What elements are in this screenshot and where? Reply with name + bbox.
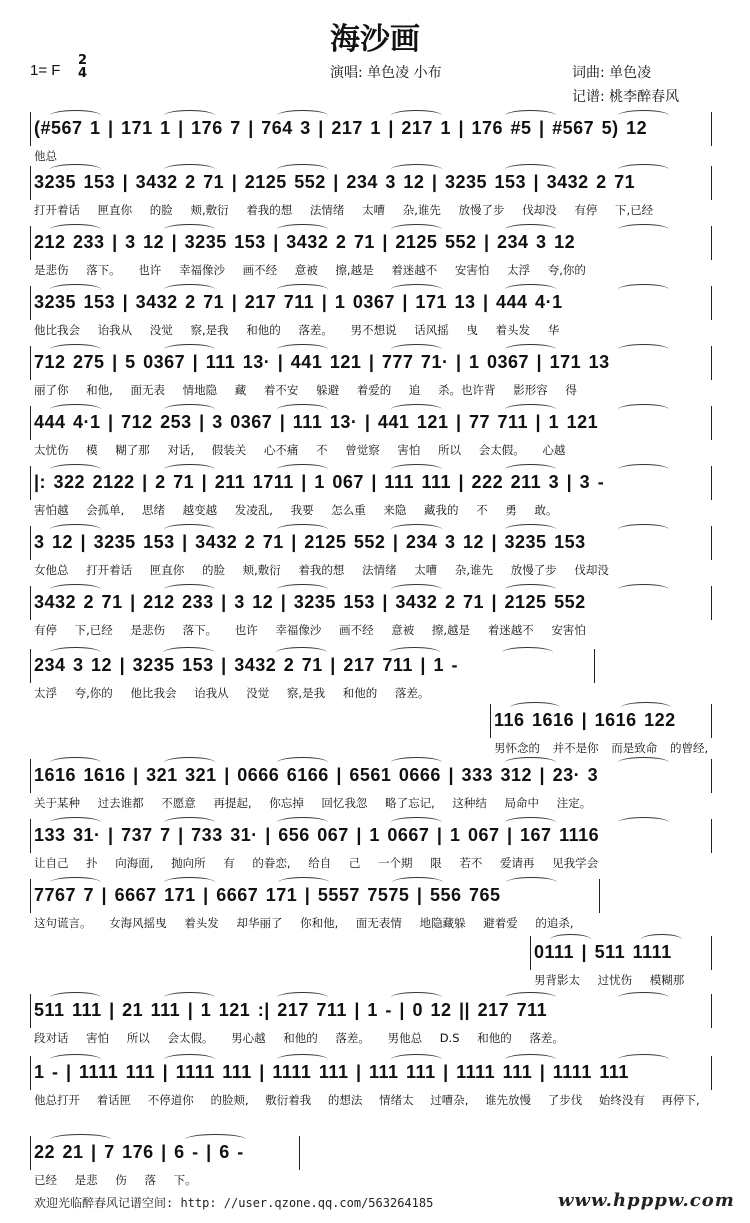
barline — [711, 1056, 712, 1090]
footer-website-note: 欢迎光临醉春风记谱空间: http: //user.qzone.qq.com/563264185 — [34, 1196, 434, 1210]
slur-arc — [164, 464, 215, 475]
slur-arc — [618, 284, 669, 295]
slur-arc — [164, 524, 215, 535]
footer-watermark: www.hpppw.com — [558, 1190, 735, 1211]
slur-arc — [618, 164, 669, 175]
barline — [30, 994, 31, 1028]
score-system — [30, 342, 712, 400]
slur-arc — [391, 464, 442, 475]
slur-arc — [505, 224, 556, 235]
slur-arc — [502, 647, 553, 658]
score-system — [490, 700, 712, 758]
slur-arc — [618, 344, 669, 355]
slur-arc — [391, 404, 442, 415]
slur-arc — [618, 464, 669, 475]
score-system — [30, 645, 595, 703]
slur-arc — [50, 877, 101, 888]
slur-arc — [277, 164, 328, 175]
slur-arc — [164, 404, 215, 415]
slur-arc — [50, 757, 101, 768]
score-system — [30, 1132, 300, 1190]
slur-arc — [391, 817, 442, 828]
barline — [711, 286, 712, 320]
slur-arc — [506, 877, 557, 888]
slur-arc — [391, 284, 442, 295]
score-system — [30, 990, 712, 1048]
slur-arc — [618, 817, 669, 828]
slur-arc — [391, 757, 442, 768]
barline — [530, 936, 531, 970]
slur-arc — [277, 224, 328, 235]
slur-arc — [505, 110, 556, 121]
slur-arc — [391, 110, 442, 121]
slur-arc — [164, 344, 215, 355]
lyrics-line: 丽了你 和他, 面无表 情地隐 藏 着不安 躲避 着爱的 追 杀。也许背 影形容 得 — [34, 383, 577, 397]
notation-line: 234 3 12 | 3235 153 | 3432 2 71 | 217 711 | 1 - — [34, 655, 458, 675]
barline — [711, 819, 712, 853]
slur-arc — [50, 1134, 111, 1145]
barline — [711, 586, 712, 620]
slur-arc — [164, 817, 215, 828]
slur-arc — [164, 164, 215, 175]
lyrics-line: 已经 是悲 伤 落 下。 — [34, 1173, 197, 1187]
lyrics-line: 让自己 扑 向海面, 抛向所 有 的眷恋, 给自 己 一个期 限 若不 爱请再 见我学会 — [34, 856, 599, 870]
singer-credit: 演唱: 单色凌 小布 — [330, 65, 442, 81]
slur-arc — [277, 584, 328, 595]
slur-arc — [164, 992, 215, 1003]
barline — [30, 526, 31, 560]
slur-arc — [164, 584, 215, 595]
barline — [30, 759, 31, 793]
slur-arc — [391, 1054, 442, 1065]
slur-arc — [50, 817, 101, 828]
lyrics-line: 打开着话 匣直你 的脸 颊,敷衍 着我的想 法情绪 太嘈 杂,谁先 放慢了步 伐却没 有停 下,已经 — [34, 203, 654, 217]
slur-arc — [505, 344, 556, 355]
slur-arc — [618, 584, 669, 595]
slur-arc — [618, 110, 669, 121]
slur-arc — [550, 934, 591, 945]
notation-line: 1 - | 1111 111 | 1111 111 | 1111 111 | 111 111 | 1111 111 | 1111 111 — [34, 1062, 629, 1082]
notation-line: 3235 153 | 3432 2 71 | 2125 552 | 234 3 12 | 3235 153 | 3432 2 71 — [34, 172, 636, 192]
notation-line: 3 12 | 3235 153 | 3432 2 71 | 2125 552 | 234 3 12 | 3235 153 — [34, 532, 586, 552]
slur-arc — [505, 464, 556, 475]
score-system — [30, 582, 712, 640]
slur-arc — [50, 992, 101, 1003]
slur-arc — [50, 524, 101, 535]
lyrics-line: 有停 下,已经 是悲伤 落下。 也许 幸福像沙 画不经 意被 擦,越是 着迷越不 安害怕 — [34, 623, 586, 637]
barline — [30, 226, 31, 260]
slur-arc — [185, 1134, 246, 1145]
slur-arc — [505, 524, 556, 535]
barline — [30, 286, 31, 320]
lyrics-line: 男背影太 过忧伤 模糊那 — [534, 973, 685, 987]
slur-arc — [510, 702, 560, 713]
slur-arc — [50, 464, 101, 475]
lyrics-line: 是悲伤 落下。 也许 幸福像沙 画不经 意被 擦,越是 着迷越不 安害怕 太浮 夸,你的 — [34, 263, 586, 277]
slur-arc — [163, 647, 214, 658]
barline — [30, 346, 31, 380]
slur-arc — [277, 110, 328, 121]
notation-line: 133 31· | 737 7 | 733 31· | 656 067 | 1 0667 | 1 067 | 167 1116 — [34, 825, 600, 845]
barline — [30, 879, 31, 913]
barline — [490, 704, 491, 738]
key-signature: 1= F — [30, 62, 61, 79]
slur-arc — [505, 757, 556, 768]
slur-arc — [50, 224, 101, 235]
notation-line: 1616 1616 | 321 321 | 0666 6166 | 6561 0666 | 333 312 | 23· 3 — [34, 765, 599, 785]
slur-arc — [164, 110, 215, 121]
slur-arc — [277, 284, 328, 295]
slur-arc — [164, 284, 215, 295]
slur-arc — [277, 524, 328, 535]
composer-credit: 词曲: 单色凌 — [572, 65, 652, 81]
barline — [711, 226, 712, 260]
score-system — [30, 108, 712, 166]
barline — [711, 466, 712, 500]
slur-arc — [277, 404, 328, 415]
score-system — [30, 815, 712, 873]
score-system — [30, 462, 712, 520]
slur-arc — [50, 404, 101, 415]
slur-arc — [505, 992, 556, 1003]
score-system — [30, 522, 712, 580]
transcriber-credit: 记谱: 桃李醉春风 — [572, 89, 680, 105]
barline — [711, 406, 712, 440]
slur-arc — [277, 992, 328, 1003]
notation-line: 511 111 | 21 111 | 1 121 :| 217 711 | 1 - | 0 12 || 217 711 — [34, 1000, 548, 1020]
slur-arc — [277, 757, 328, 768]
barline — [711, 166, 712, 200]
slur-arc — [277, 1054, 328, 1065]
slur-arc — [505, 284, 556, 295]
slur-arc — [618, 757, 669, 768]
notation-line: 22 21 | 7 176 | 6 - | 6 - — [34, 1142, 244, 1162]
barline — [30, 406, 31, 440]
slur-arc — [391, 224, 442, 235]
slur-arc — [391, 992, 442, 1003]
score-system — [30, 755, 712, 813]
barline — [30, 1136, 31, 1170]
slur-arc — [164, 224, 215, 235]
barline — [711, 112, 712, 146]
slur-arc — [618, 992, 669, 1003]
notation-line: 3432 2 71 | 212 233 | 3 12 | 3235 153 | 3432 2 71 | 2125 552 — [34, 592, 586, 612]
slur-arc — [164, 877, 215, 888]
slur-arc — [164, 757, 215, 768]
song-title: 海沙画 — [330, 22, 420, 57]
score-system — [30, 222, 712, 280]
time-signature — [78, 54, 87, 80]
barline — [711, 759, 712, 793]
slur-arc — [391, 164, 442, 175]
slur-arc — [50, 584, 101, 595]
lyrics-line: 他比我会 诒我从 没觉 察,是我 和他的 落差。 男不想说 话风摇 曳 着头发 华 — [34, 323, 560, 337]
slur-arc — [505, 164, 556, 175]
barline — [30, 1056, 31, 1090]
lyrics-line: 太忧伤 模 糊了那 对话, 假装关 心不痛 不 曾觉察 害怕 所以 会太假。 心越 — [34, 443, 566, 457]
notation-line: 3235 153 | 3432 2 71 | 217 711 | 1 0367 | 171 13 | 444 4·1 — [34, 292, 563, 312]
barline — [30, 649, 31, 683]
slur-arc — [618, 1054, 669, 1065]
slur-arc — [618, 404, 669, 415]
slur-arc — [505, 404, 556, 415]
lyrics-line: 害怕越 会孤单, 思绪 越变越 发凌乱, 我要 怎么重 来隐 藏我的 不 勇 敢。 — [34, 503, 558, 517]
barline — [30, 166, 31, 200]
notation-line: 116 1616 | 1616 122 — [494, 710, 676, 730]
lyrics-line: 他总 — [34, 149, 57, 163]
notation-line: (#567 1 | 171 1 | 176 7 | 764 3 | 217 1 | 217 1 | 176 #5 | #567 5) 12 — [34, 118, 648, 138]
score-system — [30, 282, 712, 340]
slur-arc — [164, 1054, 215, 1065]
lyrics-line: 女他总 打开着话 匣直你 的脸 颊,敷衍 着我的想 法情绪 太嘈 杂,谁先 放慢了步 伐却没 — [34, 563, 609, 577]
barline — [30, 819, 31, 853]
slur-arc — [391, 584, 442, 595]
barline — [711, 526, 712, 560]
score-system — [30, 875, 600, 933]
notation-line: 444 4·1 | 712 253 | 3 0367 | 111 13· | 441 121 | 77 711 | 1 121 — [34, 412, 599, 432]
slur-arc — [50, 284, 101, 295]
notation-line: 212 233 | 3 12 | 3235 153 | 3432 2 71 | 2125 552 | 234 3 12 — [34, 232, 576, 252]
time-signature-top: 2 — [78, 53, 88, 68]
barline — [30, 112, 31, 146]
notation-line: 712 275 | 5 0367 | 111 13· | 441 121 | 777 71· | 1 0367 | 171 13 — [34, 352, 610, 372]
barline — [594, 649, 595, 683]
score-system — [530, 932, 712, 990]
barline — [711, 704, 712, 738]
barline — [299, 1136, 300, 1170]
slur-arc — [277, 344, 328, 355]
slur-arc — [618, 224, 669, 235]
lyrics-line: 男怀念的 并不是你 而是致命 的曾经, — [494, 741, 709, 755]
slur-arc — [50, 110, 101, 121]
lyrics-line: 太浮 夸,你的 他比我会 诒我从 没觉 察,是我 和他的 落差。 — [34, 686, 430, 700]
barline — [711, 994, 712, 1028]
notation-line: |: 322 2122 | 2 71 | 211 1711 | 1 067 | 111 111 | 222 211 3 | 3 - — [34, 472, 605, 492]
lyrics-line: 段对话 害怕 所以 会太假。 男心越 和他的 落差。 男他总 D.S 和他的 落差。 — [34, 1031, 564, 1045]
slur-arc — [621, 702, 671, 713]
time-signature-bottom: 4 — [78, 66, 88, 81]
slur-arc — [389, 647, 440, 658]
slur-arc — [276, 647, 327, 658]
barline — [599, 879, 600, 913]
slur-arc — [50, 344, 101, 355]
slur-arc — [618, 524, 669, 535]
score-system — [30, 402, 712, 460]
notation-line: 0111 | 511 1111 — [534, 942, 672, 962]
slur-arc — [505, 584, 556, 595]
slur-arc — [277, 464, 328, 475]
slur-arc — [505, 1054, 556, 1065]
score-system — [30, 162, 712, 220]
notation-line: 7767 7 | 6667 171 | 6667 171 | 5557 7575 | 556 765 — [34, 885, 501, 905]
slur-arc — [391, 344, 442, 355]
barline — [30, 586, 31, 620]
slur-arc — [392, 877, 443, 888]
slur-arc — [505, 817, 556, 828]
slur-arc — [50, 1054, 101, 1065]
lyrics-line: 他总打开 着话匣 不停道你 的脸颊, 敷衍着我 的想法 情绪太 过嘈杂, 谁先放慢 了步伐 始终没有 再停下, — [34, 1093, 700, 1107]
slur-arc — [391, 524, 442, 535]
slur-arc — [277, 817, 328, 828]
slur-arc — [50, 164, 101, 175]
slur-arc — [278, 877, 329, 888]
score-system — [30, 1052, 712, 1110]
lyrics-line: 这句谎言。 女海风摇曳 着头发 却华丽了 你和他, 面无表情 地隐藏躲 避着爱 的追杀, — [34, 916, 574, 930]
lyrics-line: 关于某种 过去谁都 不愿意 再提起, 你忘掉 回忆我忽 略了忘记, 这种结 局命中 注定。 — [34, 796, 592, 810]
barline — [30, 466, 31, 500]
barline — [711, 936, 712, 970]
barline — [711, 346, 712, 380]
slur-arc — [641, 934, 682, 945]
slur-arc — [50, 647, 101, 658]
